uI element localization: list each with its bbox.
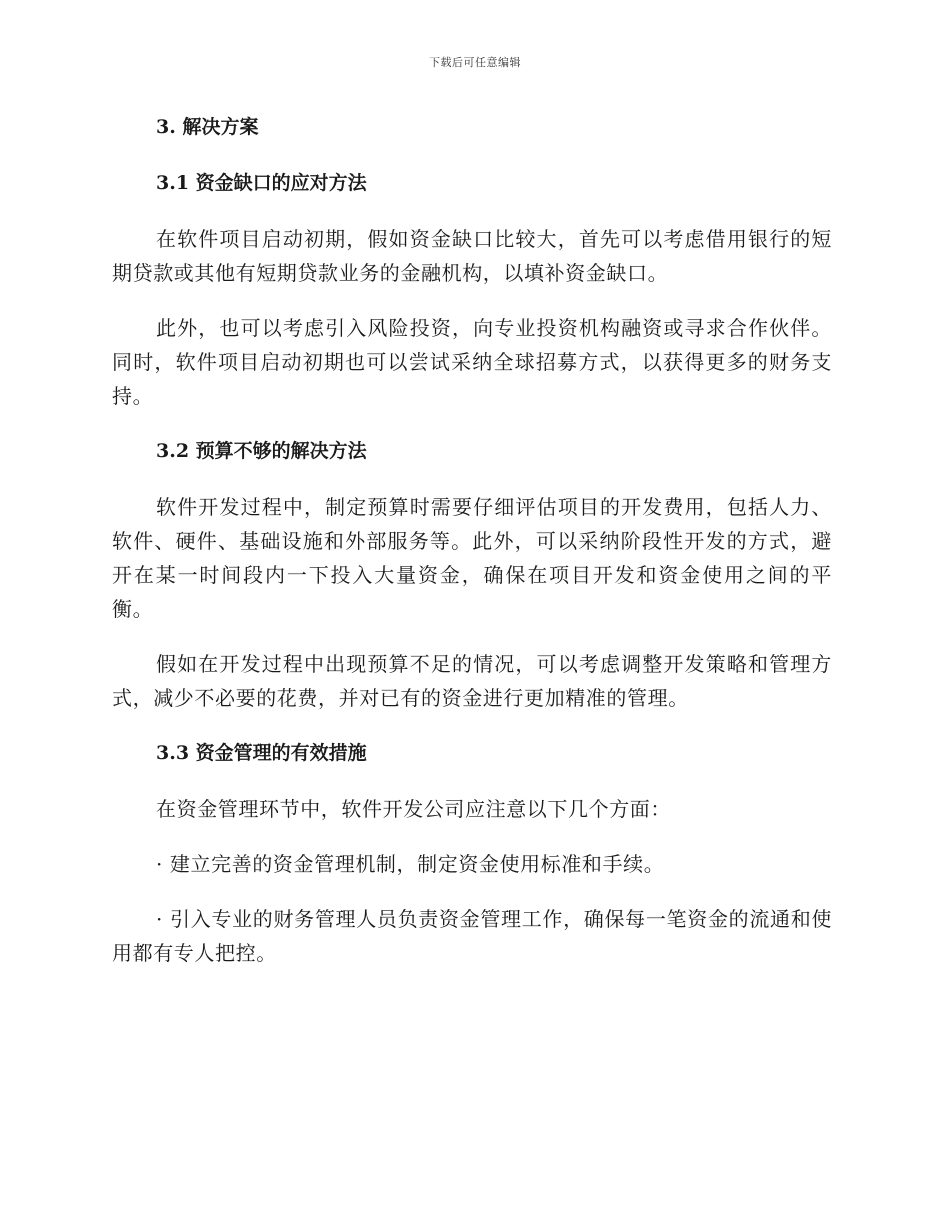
subsection-heading-3-1: 3.1 资金缺口的应对方法 [156,172,367,194]
paragraph: 此外，也可以考虑引入风险投资，向专业投资机构融资或寻求合作伙伴。同时，软件项目启动初期也可以尝试采纳全球招募方式，以获得更多的财务支持。 [112,316,832,408]
bullet-item: · 建立完善的资金管理机制，制定资金使用标准和手续。 [156,852,665,876]
paragraph: 在软件项目启动初期，假如资金缺口比较大，首先可以考虑借用银行的短期贷款或其他有短期贷款业务的金融机构，以填补资金缺口。 [112,227,832,285]
page-header-note: 下载后可任意编辑 [429,56,521,69]
subsection-heading-3-3: 3.3 资金管理的有效措施 [156,742,367,764]
paragraph: 软件开发过程中，制定预算时需要仔细评估项目的开发费用，包括人力、软件、硬件、基础设施和外部服务等。此外，可以采纳阶段性开发的方式，避开在某一时间段内一下投入大量资金，确保在项目开发和资金使用之间的平衡。 [112,495,832,621]
paragraph: 假如在开发过程中出现预算不足的情况，可以考虑调整开发策略和管理方式，减少不必要的花费，并对已有的资金进行更加精准的管理。 [112,652,832,710]
section-heading: 3. 解决方案 [156,116,259,138]
document-body [112,110,832,991]
paragraph: 在资金管理环节中，软件开发公司应注意以下几个方面： [156,797,671,821]
subsection-heading-3-2: 3.2 预算不够的解决方法 [156,440,367,462]
bullet-item: · 引入专业的财务管理人员负责资金管理工作，确保每一笔资金的流通和使用都有专人把控。 [112,907,832,965]
